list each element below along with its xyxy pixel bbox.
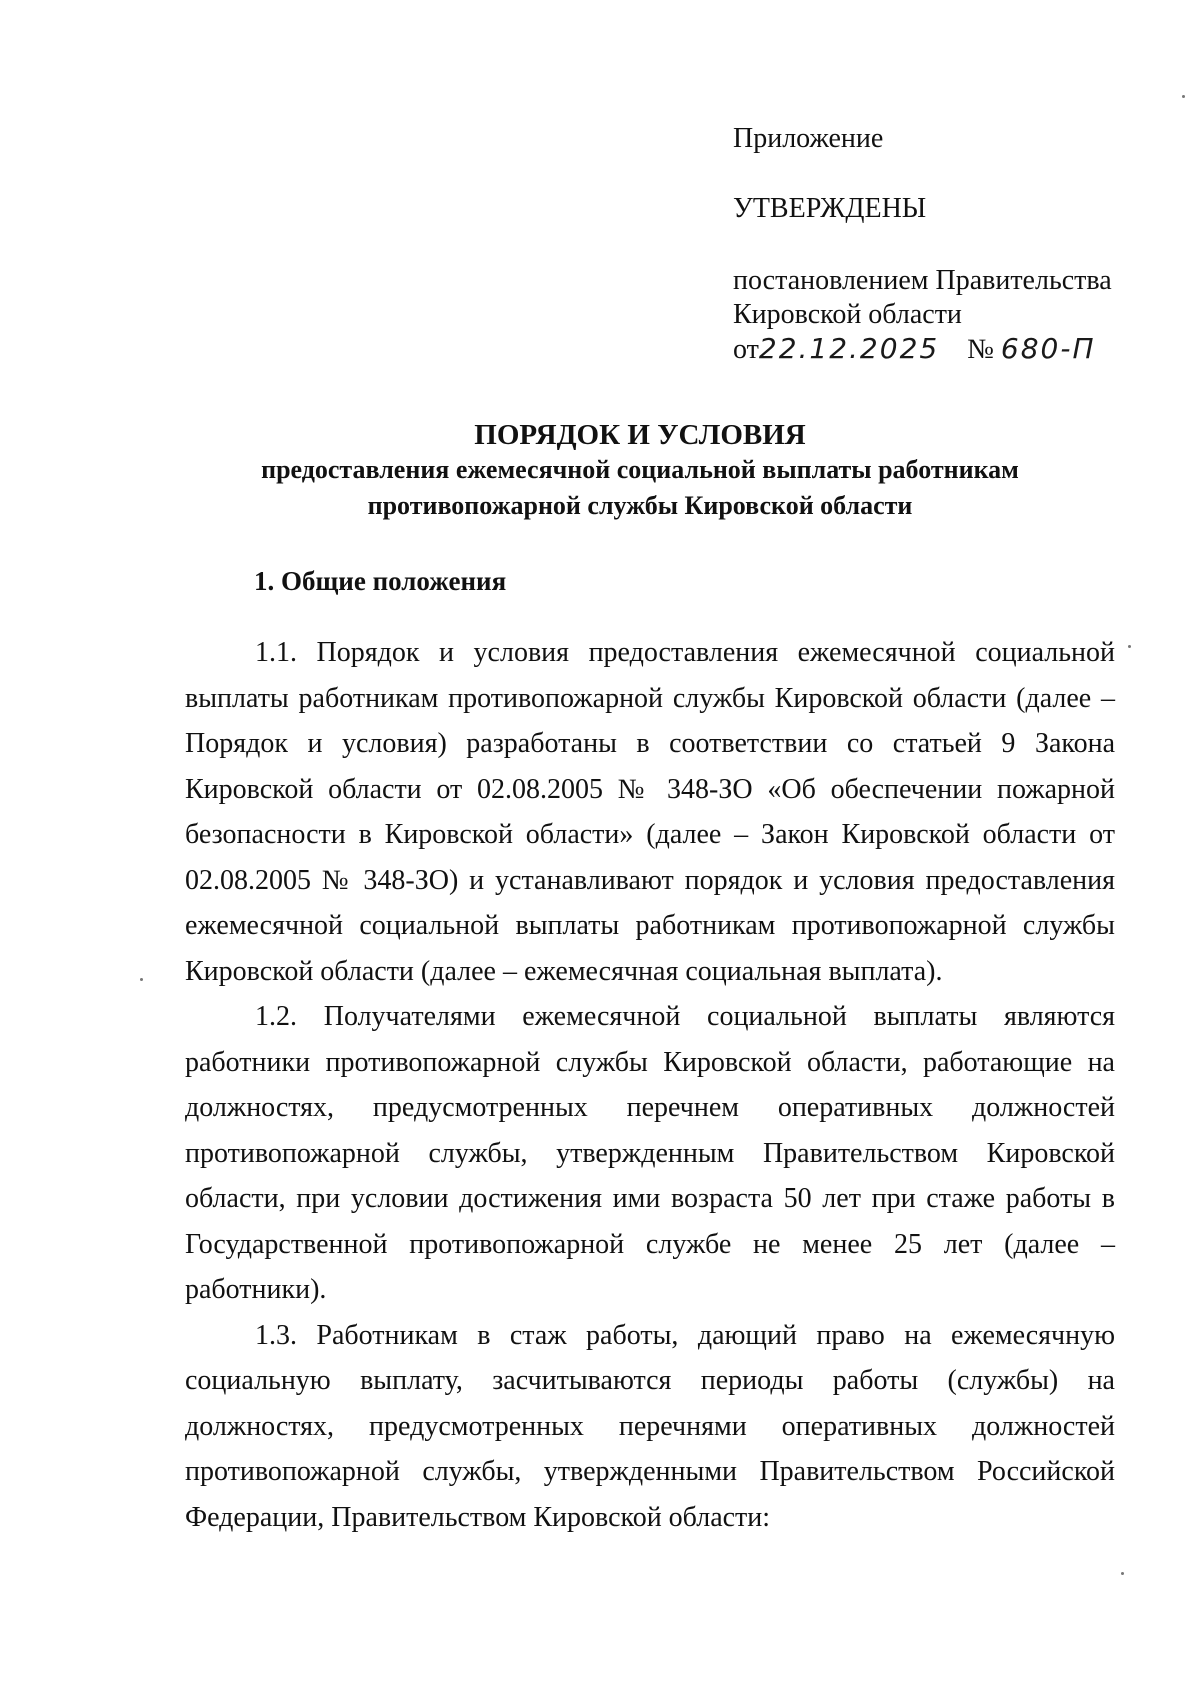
- number-sign: №: [967, 334, 994, 365]
- decree-date-line: [733, 332, 1133, 367]
- section-heading: 1. Общие положения: [254, 566, 507, 596]
- decree-reference: [733, 264, 1133, 367]
- document-title-block: [160, 418, 1120, 524]
- handwritten-date: 22.12.2025: [758, 332, 940, 365]
- scan-speck: [140, 978, 143, 981]
- document-subtitle-line-1: предоставления ежемесячной социальной выплаты работникам: [261, 455, 1019, 484]
- document-title: ПОРЯДОК И УСЛОВИЯ: [474, 419, 806, 451]
- scan-speck: [1128, 645, 1131, 648]
- scan-speck: [1182, 95, 1185, 98]
- decree-line-2: Кировской области: [733, 299, 962, 330]
- date-prefix: от: [733, 334, 759, 365]
- approval-stamp-block: [733, 122, 1133, 367]
- section-body: [185, 630, 1115, 1540]
- paragraph-1-2: 1.2. Получателями ежемесячной социальной выплаты являются работники противопожарной службы Кировской области, работающие на должностях, предусмотренных перечнем оперативных должностей противопожарной службы, утвержденным Правительством Кировской области, при условии достижения ими возраста 50 лет при стаже работы в Государственной противопожарной службе не менее 25 лет (далее – работники).: [185, 1001, 1115, 1305]
- appendix-label: Приложение: [733, 123, 884, 154]
- document-subtitle-line-2: противопожарной службы Кировской области: [367, 491, 913, 520]
- scan-speck: [1121, 1572, 1124, 1575]
- decree-line-1: постановлением Правительства: [733, 265, 1112, 296]
- paragraph-1-3: 1.3. Работникам в стаж работы, дающий право на ежемесячную социальную выплату, засчитываются периоды работы (службы) на должностях, предусмотренных перечнями оперативных должностей противопожарной службы, утвержденными Правительством Российской Федерации, Правительством Кировской области:: [185, 1319, 1115, 1533]
- handwritten-number: 680-П: [1000, 332, 1096, 365]
- paragraph-1-1: 1.1. Порядок и условия предоставления ежемесячной социальной выплаты работникам противопожарной службы Кировской области (далее – Порядок и условия) разработаны в соответствии со статьей 9 Закона Кировской области от 02.08.2005 № 348-ЗО «Об обеспечении пожарной безопасности в Кировской области» (далее – Закон Кировской области от 02.08.2005 № 348-ЗО) и устанавливают порядок и условия предоставления ежемесячной социальной выплаты работникам противопожарной службы Кировской области (далее – ежемесячная социальная выплата).: [185, 637, 1115, 987]
- approved-label: УТВЕРЖДЕНЫ: [733, 193, 927, 224]
